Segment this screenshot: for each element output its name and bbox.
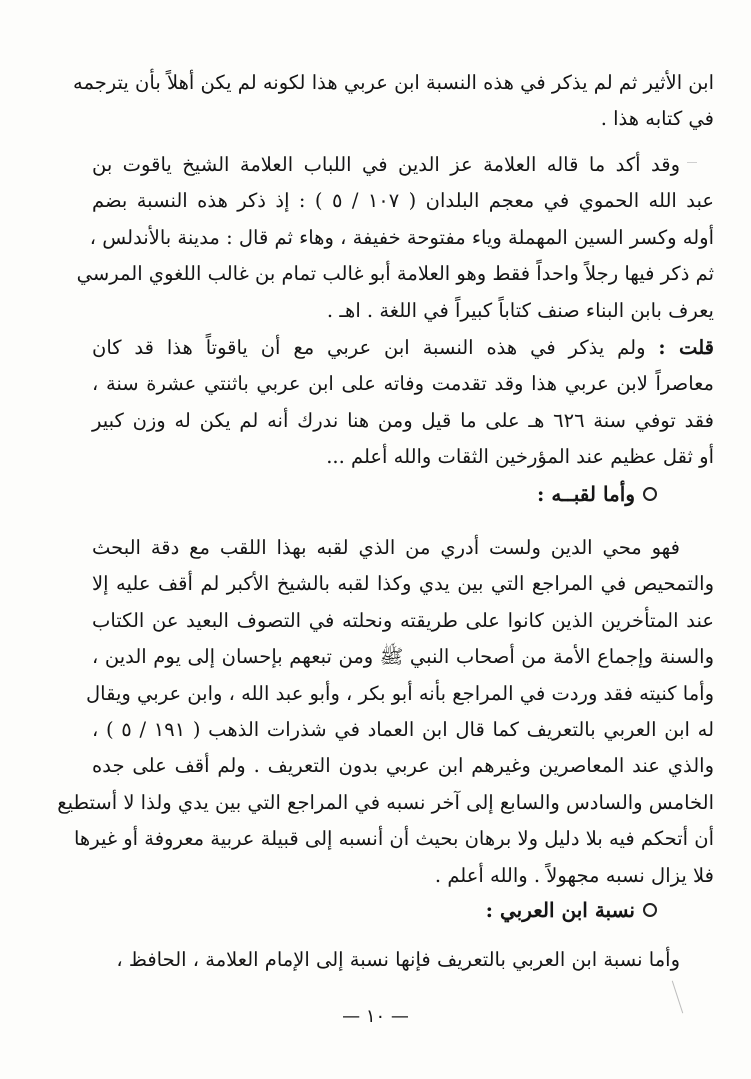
circle-bullet-icon	[643, 487, 657, 501]
paragraph-nisba	[92, 942, 714, 978]
text-line	[92, 330, 714, 366]
text-line: معاصراً لابن عربي هذا وقد تقدمت وفاته على ابن عربي باثنتي عشرة سنة ،	[92, 372, 714, 396]
text-line: فلا يزال نسبه مجهولاً . والله أعلم .	[434, 863, 714, 887]
text-line: والتمحيص في المراجع التي بين يدي وكذا لقبه بالشيخ الأكبر لم أقف عليه إلا	[92, 572, 714, 596]
text-line: ثم ذكر فيها رجلاً واحداً فقط وهو العلامة أبو غالب تمام بن غالب اللغوي المرسي	[76, 262, 714, 286]
section-heading-nisba	[486, 898, 657, 922]
text-line: الخامس والسادس والسابع إلى آخر نسبه في المراجع التي بين يدي ولذا لا أستطيع	[57, 790, 714, 814]
paragraph-qultu	[92, 330, 714, 476]
paragraph-yaqut	[76, 147, 714, 329]
text-line: وأما كنيته فقد وردت في المراجع بأنه أبو بكر ، وأبو عبد الله ، وابن عربي ويقال	[86, 681, 714, 705]
heading-text: وأما لقبــه :	[536, 482, 635, 506]
text-line: في كتابه هذا .	[600, 107, 714, 131]
text-line: وقد أكد ما قاله العلامة عز الدين في اللباب العلامة الشيخ ياقوت بن	[92, 153, 680, 176]
paragraph-laqab	[57, 530, 715, 894]
paragraph-ibn-al-athir	[73, 65, 714, 138]
text-line: أو ثقل عظيم عند المؤرخين الثقات والله أعلم ...	[326, 445, 714, 469]
text-segment: ولم يذكر في هذه النسبة ابن عربي مع أن ياقوتاً هذا قد كان	[92, 336, 659, 359]
text-line: والسنة وإجماع الأمة من أصحاب النبي ﷺ ومن تبعهم بإحسان إلى يوم الدين ،	[92, 645, 714, 669]
text-line: أوله وكسر السين المهملة وياء مفتوحة خفيفة ، وهاء ثم قال : مدينة بالأندلس ،	[89, 225, 714, 249]
text-line: عبد الله الحموي في معجم البلدان ( ١٠٧ / ٥ ) : إذ ذكر هذه النسبة بضم	[92, 189, 714, 213]
circle-bullet-icon	[643, 903, 657, 917]
section-heading-laqab	[537, 482, 657, 506]
text-line: يعرف بابن البناء صنف كتاباً كبيراً في اللغة . اهـ .	[326, 298, 714, 322]
qultu-lead: قلت :	[658, 336, 714, 359]
text-line: له ابن العربي بالتعريف كما قال ابن العماد في شذرات الذهب ( ١٩١ / ٥ ) ،	[92, 718, 715, 742]
text-line: ابن الأثير ثم لم يذكر في هذه النسبة ابن عربي هذا لكونه لم يكن أهلاً بأن يترجمه	[73, 71, 714, 94]
text-line: فهو محي الدين ولست أدري من الذي لقبه بهذا اللقب مع دقة البحث	[92, 536, 680, 559]
scan-artifact	[687, 162, 697, 163]
heading-text: نسبة ابن العربي :	[485, 898, 635, 922]
text-line: وأما نسبة ابن العربي بالتعريف فإنها نسبة إلى الإمام العلامة ، الحافظ ،	[116, 948, 680, 971]
text-line: فقد توفي سنة ٦٢٦ هـ على ما قيل ومن هنا ندرك أنه لم يكن له وزن كبير	[92, 408, 714, 432]
text-line: أن أتحكم فيه بلا دليل ولا برهان بحيث أن أنسبه إلى قبيلة عربية معروفة أو غيرها	[73, 827, 714, 851]
text-line: والذي عند المعاصرين وغيرهم ابن عربي بدون التعريف . ولم أقف على جده	[92, 754, 714, 778]
page-number: — ١٠ —	[342, 1006, 409, 1027]
text-line: عند المتأخرين الذين كانوا على طريقته ونحلته في التصوف البعيد عن الكتاب	[92, 608, 714, 632]
